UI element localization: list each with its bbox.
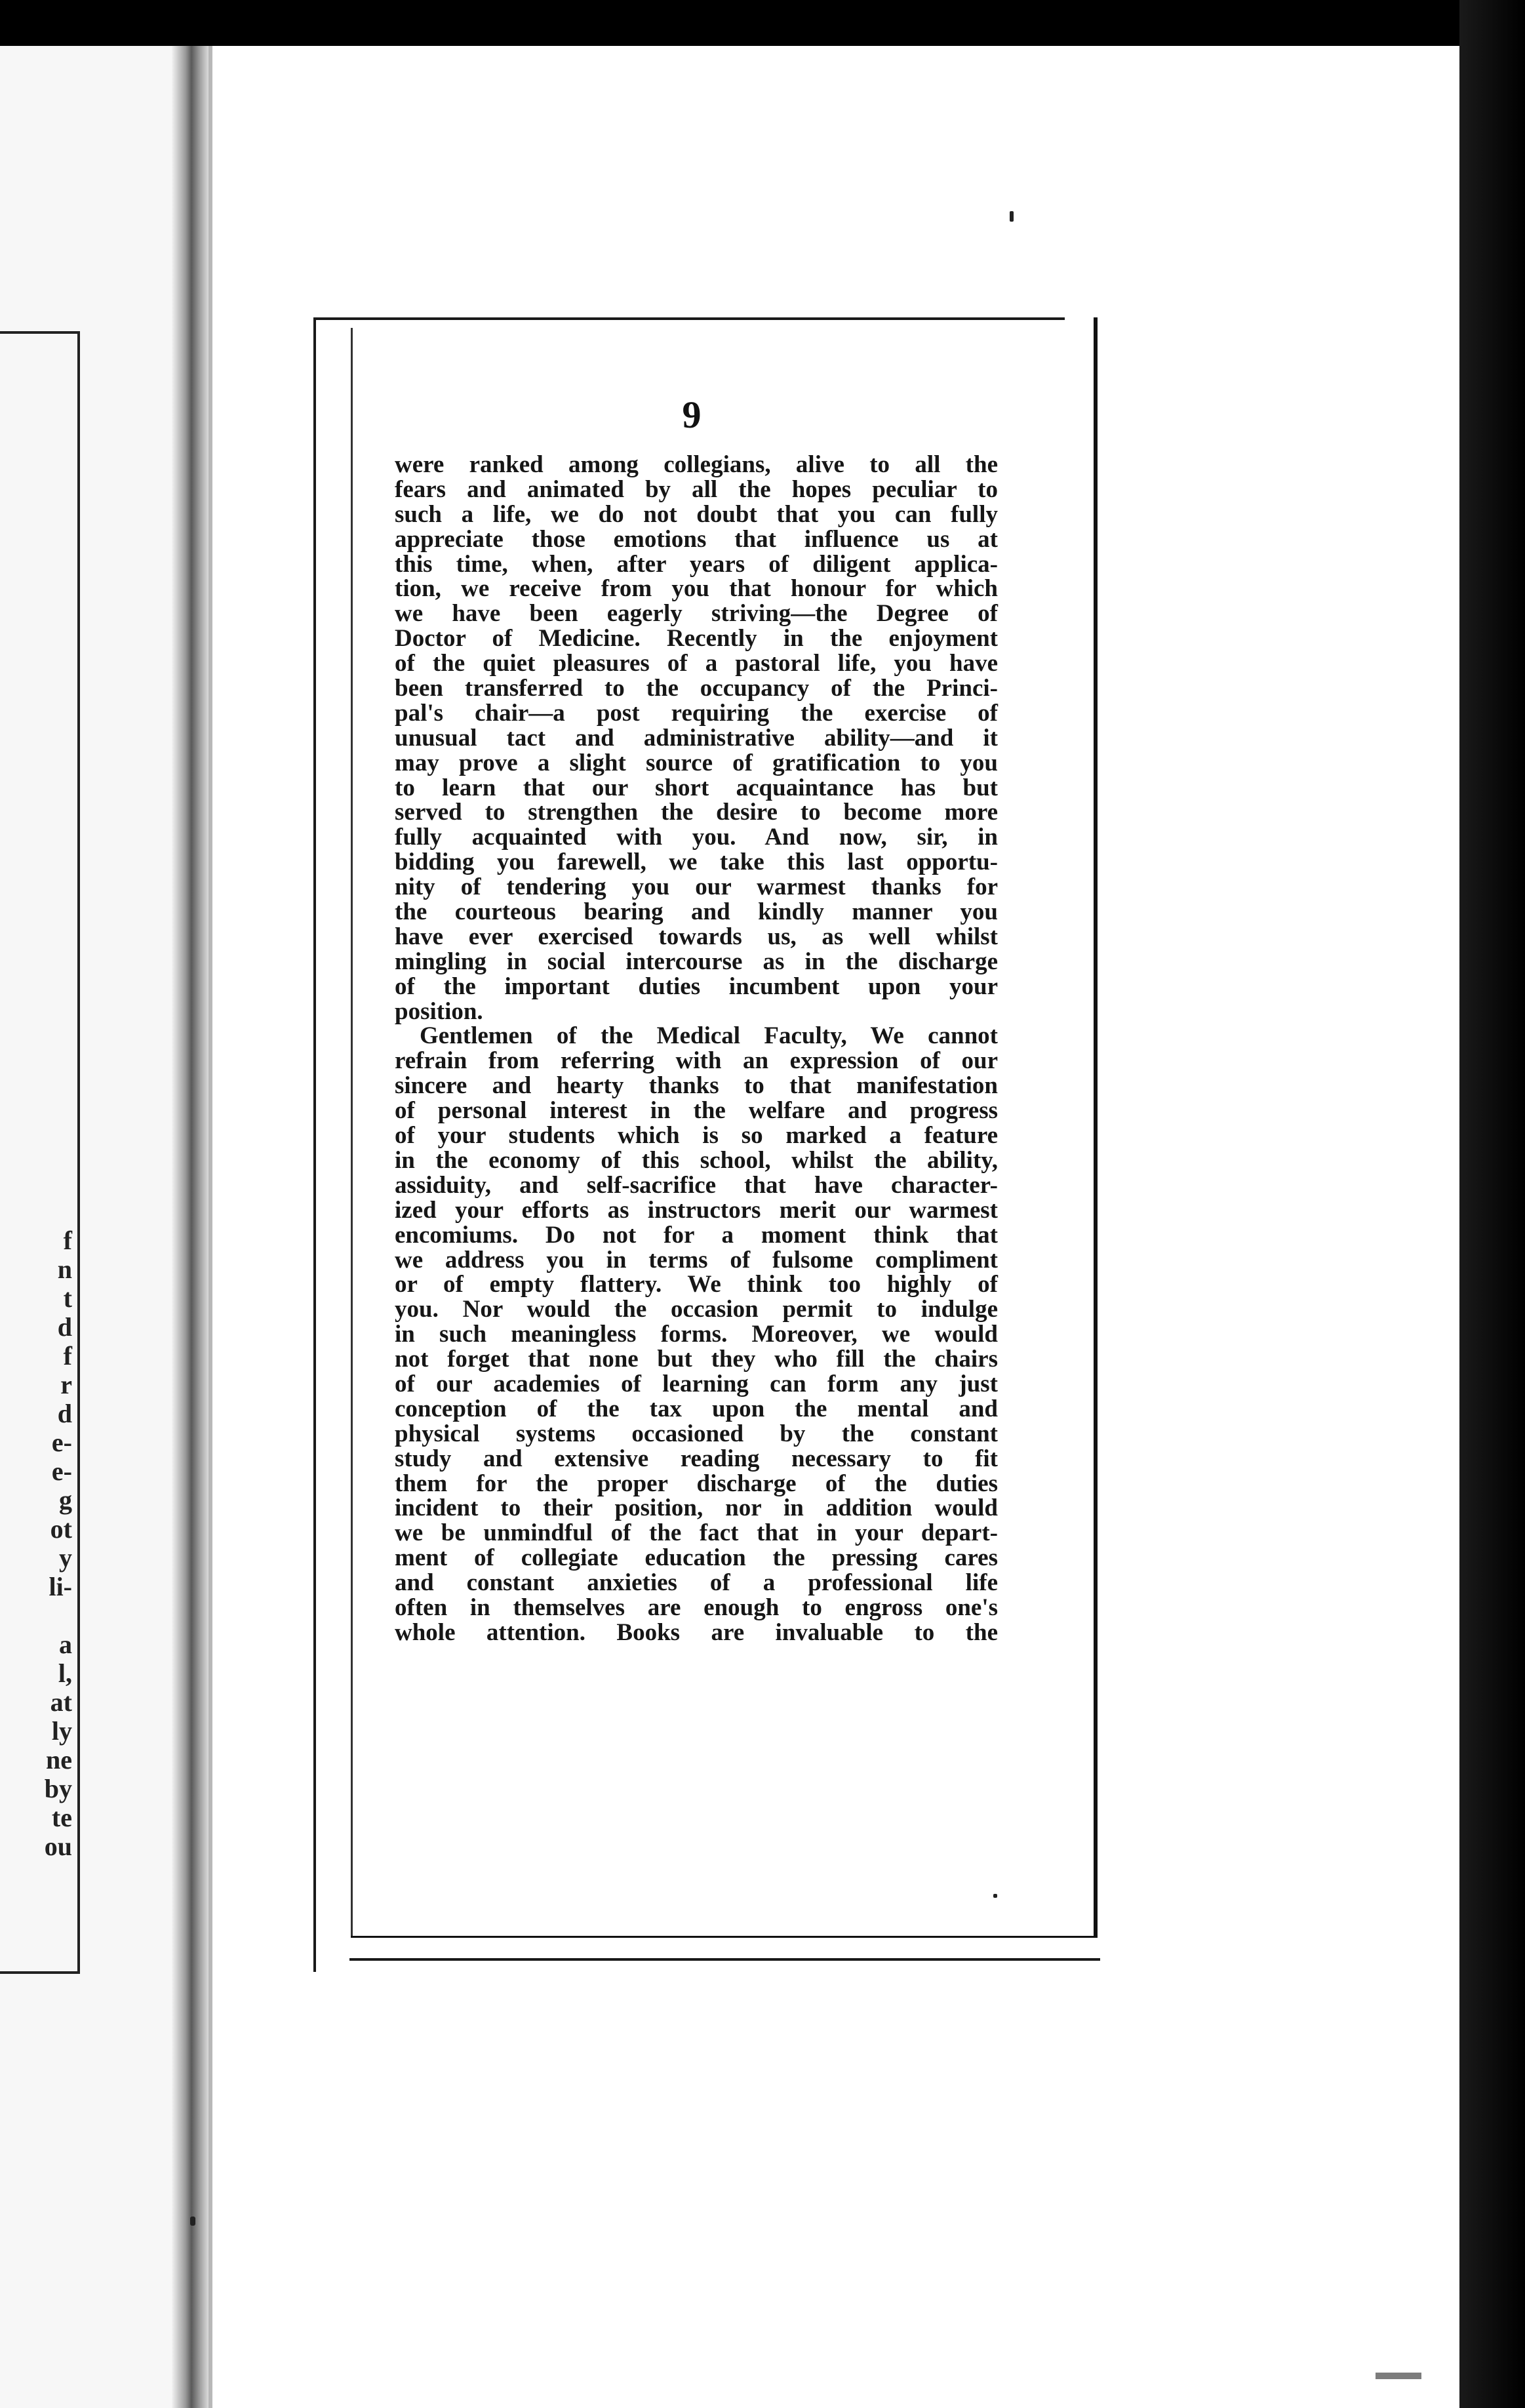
fragment: at: [50, 1687, 72, 1717]
frame-right-line: [1094, 317, 1098, 1937]
text-line: unusual tact and administrative ability—and it: [395, 724, 998, 752]
text-line: have ever exercised towards us, as well whilst: [395, 923, 998, 950]
fragment: li-: [49, 1572, 72, 1601]
text-line: of the quiet pleasures of a pastoral life, you have: [395, 650, 998, 677]
text-line: nity of tendering you our warmest thanks for: [395, 873, 998, 901]
text-line: whole attention. Books are invaluable to the: [395, 1618, 998, 1646]
book-gutter-line: [208, 46, 212, 2408]
text-line: we be unmindful of the fact that in your depart-: [395, 1519, 998, 1547]
text-line: position.: [395, 997, 483, 1025]
text-line: served to strengthen the desire to become more: [395, 799, 998, 826]
book-gutter-shadow: [172, 46, 211, 2408]
text-line: of your students which is so marked a feature: [395, 1122, 998, 1150]
text-line: physical systems occasioned by the constant: [395, 1420, 998, 1447]
text-line: study and extensive reading necessary to fit: [395, 1445, 998, 1472]
fragment: y: [59, 1543, 72, 1573]
fragment: r: [60, 1370, 72, 1399]
text-line: in such meaningless forms. Moreover, we would: [395, 1321, 998, 1348]
frame-bottom-line: [349, 1958, 1100, 1961]
previous-page-frame-top: [0, 331, 79, 334]
text-line: ized your efforts as instructors merit our warmest: [395, 1196, 998, 1224]
text-line: bidding you farewell, we take this last opportu-: [395, 849, 998, 876]
body-text: [395, 452, 998, 1645]
previous-page-frame-bottom: [0, 1971, 80, 1974]
previous-page-frame-right: [77, 331, 80, 1974]
text-line: ment of collegiate education the pressing cares: [395, 1544, 998, 1572]
text-line: we have been eagerly striving—the Degree of: [395, 600, 998, 628]
fragment: te: [51, 1803, 72, 1832]
text-line: them for the proper discharge of the duties: [395, 1470, 998, 1497]
paragraph-start-line: Gentlemen of the Medical Faculty, We cannot: [420, 1022, 998, 1050]
fragment: n: [57, 1254, 72, 1284]
frame-inner-bottom-line: [351, 1936, 1098, 1938]
scan-top-border: [0, 0, 1525, 46]
fragment: l,: [58, 1658, 72, 1688]
frame-inner-left-line: [351, 328, 353, 1938]
fragment: ne: [46, 1745, 72, 1775]
text-line: we address you in terms of fulsome compliment: [395, 1246, 998, 1274]
text-line: of the important duties incumbent upon your: [395, 973, 998, 1000]
text-line: encomiums. Do not for a moment think that: [395, 1221, 998, 1249]
text-line: the courteous bearing and kindly manner you: [395, 898, 998, 926]
text-line: may prove a slight source of gratification to you: [395, 749, 998, 776]
text-line: or of empty flattery. We think too highly of: [395, 1271, 998, 1298]
fragment: f: [63, 1341, 72, 1371]
text-line: been transferred to the occupancy of the Princi-: [395, 675, 998, 702]
fragment: ly: [51, 1716, 72, 1746]
fragment: t: [63, 1283, 72, 1313]
text-line: refrain from referring with an expression of our: [395, 1047, 998, 1075]
fragment: e-: [51, 1428, 72, 1457]
ink-speck: [190, 2217, 195, 2226]
fragment: d: [57, 1312, 72, 1342]
text-line: you. Nor would the occasion permit to indulge: [395, 1296, 998, 1323]
fragment: [0, 1601, 72, 1630]
text-line: not forget that none but they who fill the chairs: [395, 1346, 998, 1373]
page-number: 9: [682, 393, 702, 436]
text-line: appreciate those emotions that influence us at: [395, 525, 998, 553]
text-line: in the economy of this school, whilst the ability,: [395, 1146, 998, 1174]
text-line: fully acquainted with you. And now, sir, in: [395, 824, 998, 851]
fragment: ou: [44, 1832, 72, 1861]
text-line: and constant anxieties of a professional life: [395, 1569, 998, 1597]
text-line: of our academies of learning can form any just: [395, 1370, 998, 1397]
text-line: conception of the tax upon the mental and: [395, 1395, 998, 1422]
frame-top-line: [313, 317, 1065, 320]
fragment: d: [57, 1399, 72, 1428]
text-line: assiduity, and self-sacrifice that have character-: [395, 1171, 998, 1199]
fragment: g: [59, 1485, 72, 1515]
text-line: sincere and hearty thanks to that manifestation: [395, 1072, 998, 1100]
text-line: mingling in social intercourse as in the discharge: [395, 948, 998, 975]
text-line: to learn that our short acquaintance has but: [395, 774, 998, 801]
text-line: this time, when, after years of diligent applica-: [395, 550, 998, 578]
text-line: of personal interest in the welfare and progress: [395, 1097, 998, 1125]
text-line: tion, we receive from you that honour for which: [395, 575, 998, 603]
scan-smudge: [1376, 2373, 1421, 2379]
fragment: f: [63, 1226, 72, 1255]
fragment: ot: [50, 1514, 72, 1544]
text-line: Doctor of Medicine. Recently in the enjoyment: [395, 625, 998, 652]
fragment: a: [59, 1630, 72, 1659]
text-line: fears and animated by all the hopes peculiar to: [395, 475, 998, 503]
previous-page-text-fragments: [0, 1226, 72, 1861]
fragment: by: [44, 1774, 72, 1803]
frame-left-line: [313, 317, 316, 1972]
text-line: were ranked among collegians, alive to all the: [395, 451, 998, 478]
text-line: pal's chair—a post requiring the exercise of: [395, 699, 998, 727]
text-line: often in themselves are enough to engross one's: [395, 1594, 998, 1621]
text-line: incident to their position, nor in addition would: [395, 1495, 998, 1522]
scan-right-border: [1459, 0, 1525, 2408]
ink-speck: [993, 1894, 997, 1898]
text-line: such a life, we do not doubt that you can fully: [395, 500, 998, 528]
ink-speck: [1010, 211, 1014, 222]
fragment: e-: [51, 1456, 72, 1486]
